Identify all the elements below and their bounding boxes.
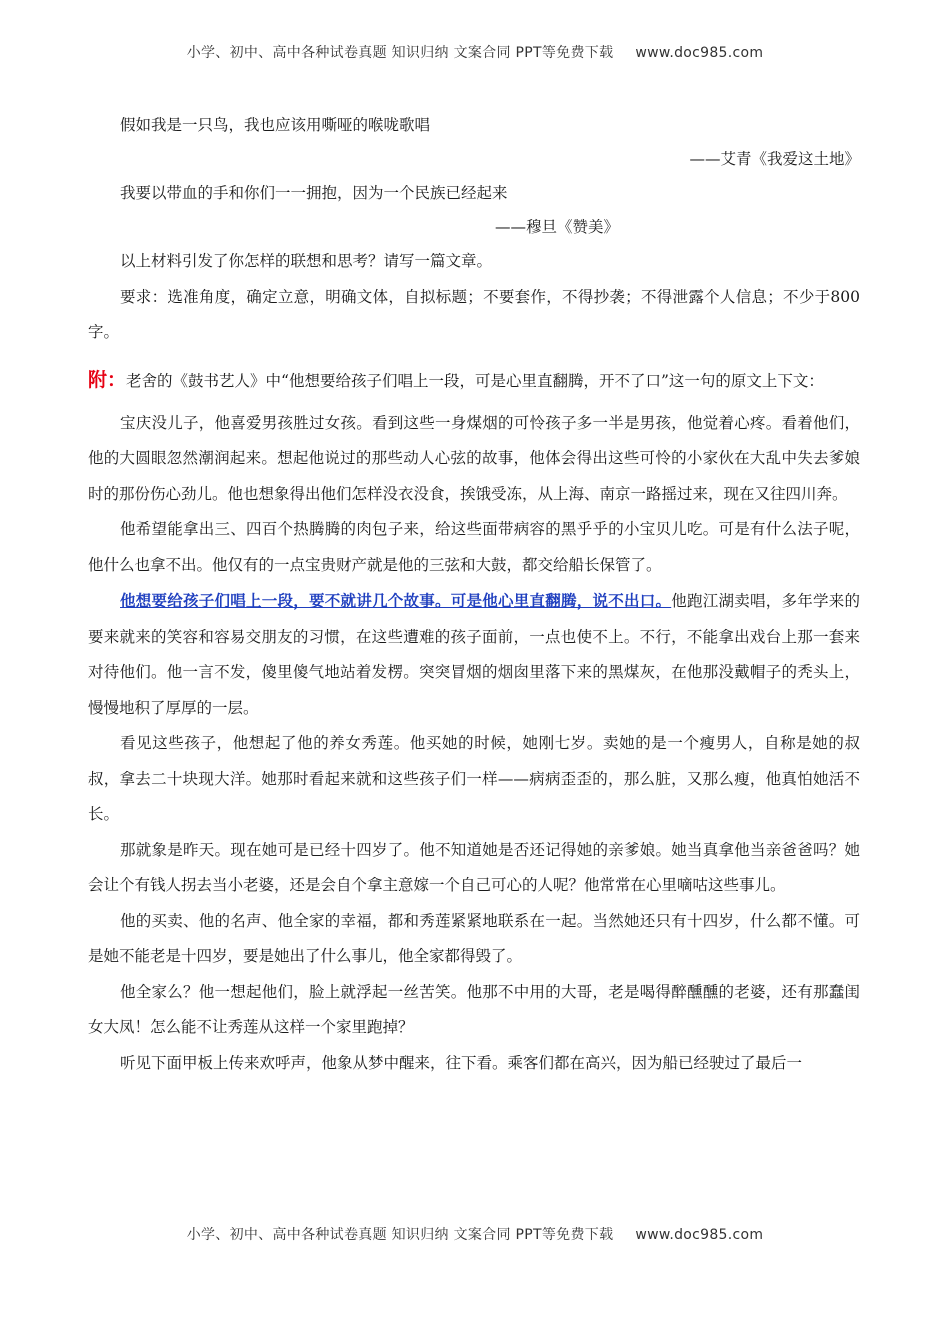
footer-banner-text: 小学、初中、高中各种试卷真题 知识归纳 文案合同 PPT等免费下载 [186, 1227, 614, 1243]
poem-line-2: 我要以带血的手和你们一一拥抱，因为一个民族已经起来 [120, 184, 508, 202]
footer-banner-url[interactable]: www.doc985.com [635, 1227, 764, 1243]
appendix-intro: 老舍的《鼓书艺人》中“他想要给孩子们唱上一段，可是心里直翻腾，开不了口”这一句的原文上下文： [126, 371, 824, 390]
story-paragraph-3 [88, 583, 860, 726]
writing-prompt: 以上材料引发了你怎样的联想和思考？请写一篇文章。 [120, 252, 493, 270]
appendix-label: 附： [88, 368, 127, 391]
story-paragraph-1: 宝庆没儿子，他喜爱男孩胜过女孩。看到这些一身煤烟的可怜孩子多一半是男孩，他觉着心疼。看着他们，他的大圆眼忽然潮润起来。想起他说过的那些动人心弦的故事，他体会得出这些可怜的小家伙在大乱中失去爹娘时的那份伤心劲儿。他也想象得出他们怎样没衣没食，挨饿受冻，从上海、南京一路摇过来，现在又往四川奔。 [88, 413, 860, 503]
banner-url[interactable]: www.doc985.com [635, 45, 764, 61]
story-paragraph-2: 他希望能拿出三、四百个热腾腾的肉包子来，给这些面带病容的黑乎乎的小宝贝儿吃。可是有什么法子呢，他什么也拿不出。他仅有的一点宝贵财产就是他的三弦和大鼓，都交给船长保管了。 [88, 520, 860, 574]
story-paragraph-6: 他的买卖、他的名声、他全家的幸福，都和秀莲紧紧地联系在一起。当然她还只有十四岁，什么都不懂。可是她不能老是十四岁，要是她出了什么事儿，他全家都得毁了。 [88, 911, 860, 965]
poem-line-1: 假如我是一只鸟，我也应该用嘶哑的喉咙歌唱 [120, 116, 431, 134]
poem-attribution-2: ——穆旦《赞美》 [495, 218, 620, 236]
story-paragraph-3-rest: 他跑江湖卖唱，多年学来的要来就来的笑容和容易交朋友的习惯，在这些遭难的孩子面前，一点也使不上。不行，不能拿出戏台上那一套来对待他们。他一言不发，傻里傻气地站着发楞。突突冒烟的烟囱里落下来的黑煤灰，在他那没戴帽子的秃头上，慢慢地积了厚厚的一层。 [88, 592, 860, 717]
footer-banner [0, 1224, 950, 1244]
story-paragraph-4: 看见这些孩子，他想起了他的养女秀莲。他买她的时候，她刚七岁。卖她的是一个瘦男人，自称是她的叔叔，拿去二十块现大洋。她那时看起来就和这些孩子们一样——病病歪歪的，那么脏，又那么瘦，他真怕她活不长。 [88, 734, 860, 823]
appendix-heading [88, 355, 860, 406]
story-paragraph-5: 那就象是昨天。现在她可是已经十四岁了。他不知道她是否还记得她的亲爹娘。她当真拿他当亲爸爸吗？她会让个有钱人拐去当小老婆，还是会自个拿主意嫁一个自己可心的人呢？他常常在心里嘀咕这些事儿。 [88, 840, 860, 894]
poem-attribution-1: ——艾青《我爱这土地》 [689, 150, 860, 168]
header-banner [0, 42, 950, 62]
banner-text: 小学、初中、高中各种试卷真题 知识归纳 文案合同 PPT等免费下载 [186, 45, 614, 61]
story-paragraph-7: 他全家么？他一想起他们，脸上就浮起一丝苦笑。他那不中用的大哥，老是喝得醉醺醺的老婆，还有那蠢闺女大凤！怎么能不让秀莲从这样一个家里跑掉？ [88, 982, 860, 1036]
document-body [88, 108, 860, 1081]
highlighted-sentence: 他想要给孩子们唱上一段，要不就讲几个故事。可是他心里直翻腾，说不出口。 [120, 591, 672, 610]
writing-requirements: 要求：选准角度，确定立意，明确文体，自拟标题；不要套作，不得抄袭；不得泄露个人信息；不少于800字。 [88, 287, 860, 341]
story-paragraph-8: 听见下面甲板上传来欢呼声，他象从梦中醒来，往下看。乘客们都在高兴，因为船已经驶过了最后一 [120, 1053, 803, 1072]
